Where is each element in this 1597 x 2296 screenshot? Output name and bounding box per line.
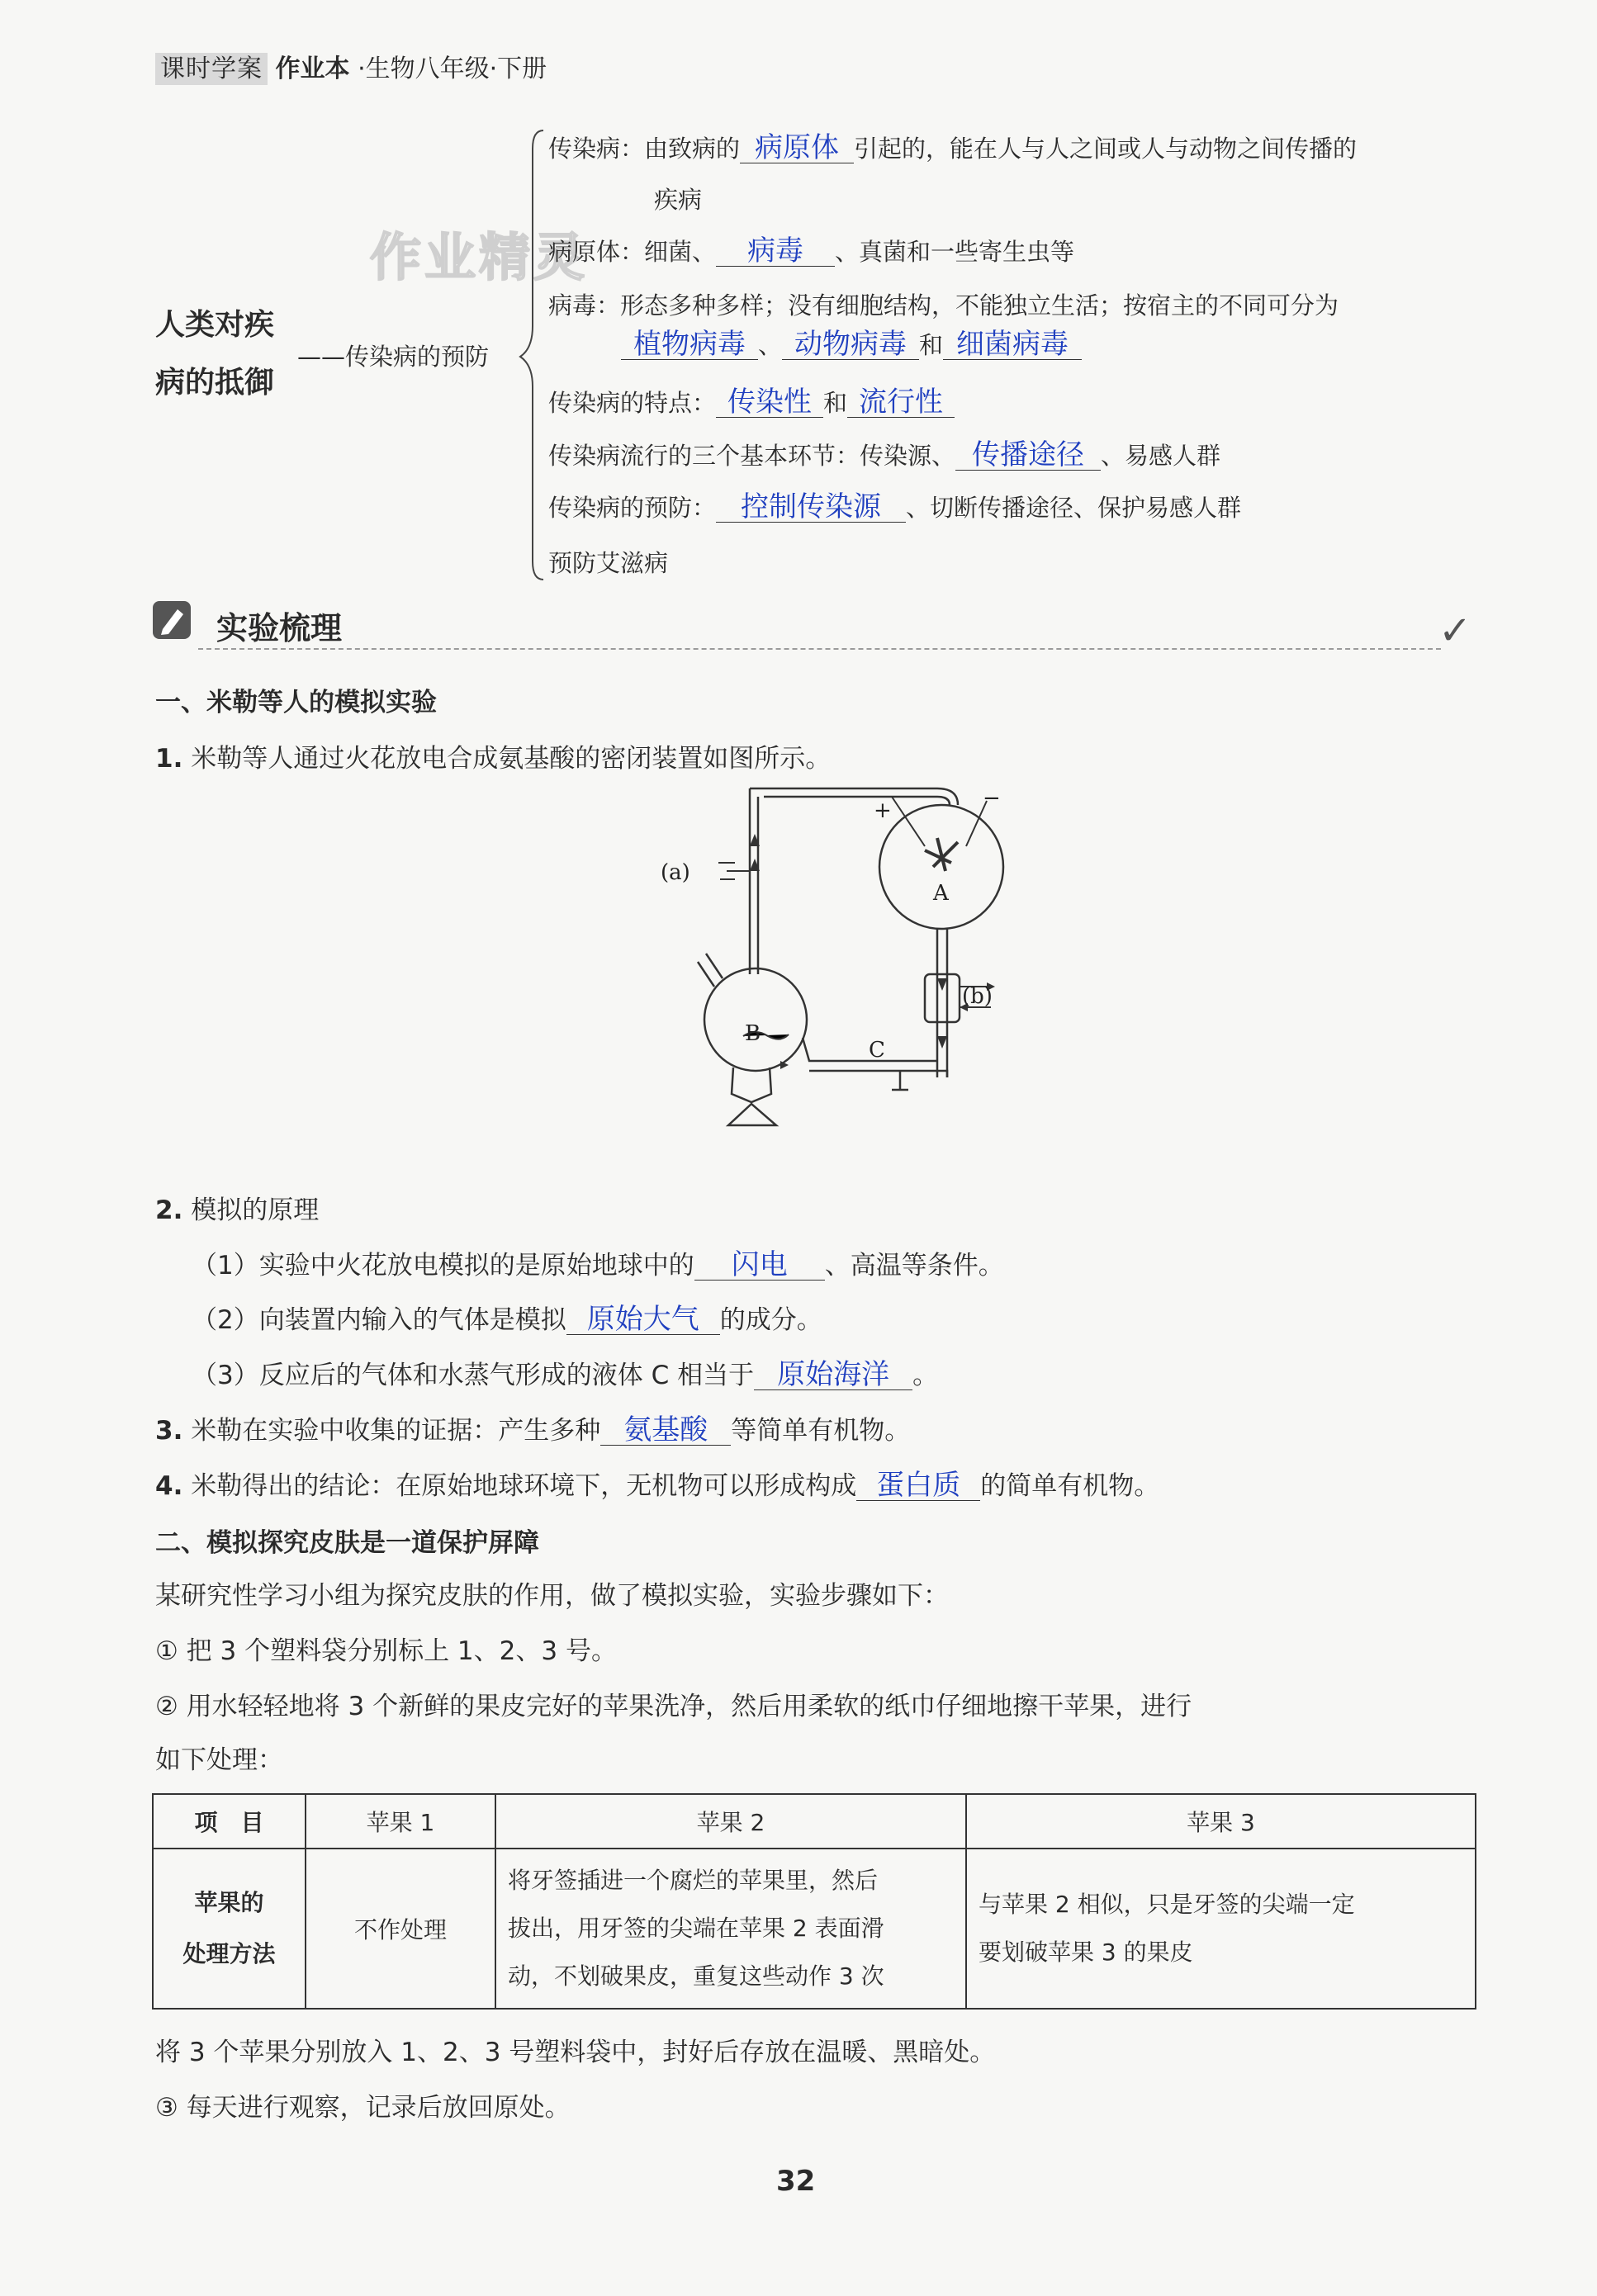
question-2-2: （2）向装置内输入的气体是模拟 原始大气 的成分。 bbox=[192, 1303, 822, 1336]
step-3: ③ 每天进行观察，记录后放回原处。 bbox=[155, 2093, 571, 2123]
mindmap-item-1: 传染病：由致病的 病原体 引起的，能在人与人之间或人与动物之间传播的 bbox=[548, 131, 1358, 164]
answer-primitive-atmosphere: 原始大气 bbox=[566, 1304, 720, 1335]
question-4: 4. 米勒得出的结论：在原始地球环境下，无机物可以形成构成 蛋白质 的简单有机物。 bbox=[155, 1469, 1160, 1502]
brand-box: 课时学案 bbox=[155, 53, 268, 85]
table-header-item: 项 目 bbox=[153, 1794, 306, 1849]
mindmap-item-3: 病毒：形态多种多样；没有细胞结构，不能独立生活；按宿主的不同可分为 bbox=[548, 291, 1339, 320]
step-2-storage: 将 3 个苹果分别放入 1、2、3 号塑料袋中，封好后存放在温暖、黑暗处。 bbox=[155, 2038, 996, 2067]
cell-apple-1: 不作处理 bbox=[306, 1849, 495, 2009]
part2-intro: 某研究性学习小组为探究皮肤的作用，做了模拟实验，实验步骤如下： bbox=[155, 1581, 949, 1611]
mindmap-item-4: 传染病的特点： 传染性 和 流行性 bbox=[548, 385, 955, 419]
answer-protein: 蛋白质 bbox=[856, 1470, 980, 1501]
mindmap-item-2: 病原体：细菌、 病毒 、真菌和一些寄生虫等 bbox=[548, 234, 1075, 267]
mindmap-brackets bbox=[495, 124, 553, 586]
answer-lightning: 闪电 bbox=[694, 1250, 825, 1281]
answer-animal-virus: 动物病毒 bbox=[782, 329, 919, 360]
answer-amino-acid: 氨基酸 bbox=[600, 1415, 731, 1446]
mindmap-item-1-cont: 疾病 bbox=[654, 186, 703, 214]
page-number: 32 bbox=[776, 2165, 816, 2198]
section-title: 实验梳理 bbox=[216, 610, 343, 646]
mindmap-branch: ——传染病的预防 bbox=[297, 343, 490, 371]
answer-control-source: 控制传染源 bbox=[716, 492, 906, 523]
table-row-label: 苹果的 处理方法 bbox=[153, 1849, 306, 2009]
answer-transmission-route: 传播途径 bbox=[955, 440, 1101, 471]
step-2: ② 用水轻轻地将 3 个新鲜的果皮完好的苹果洗净，然后用柔软的纸巾仔细地擦干苹果，进行 bbox=[155, 1692, 1192, 1721]
answer-primitive-ocean: 原始海洋 bbox=[754, 1360, 912, 1390]
question-1: 1. 米勒等人通过火花放电合成氨基酸的密闭装置如图所示。 bbox=[155, 744, 832, 774]
table-row bbox=[153, 1849, 1476, 2009]
diagram-label-b-upper: B bbox=[745, 1021, 761, 1046]
subject: ·生物八年级·下册 bbox=[358, 54, 547, 83]
table-header-apple-3: 苹果 3 bbox=[966, 1794, 1476, 1849]
miller-apparatus-diagram bbox=[652, 780, 1049, 1172]
pencil-icon bbox=[153, 601, 191, 639]
mindmap-root-line1: 人类对疾 bbox=[155, 307, 275, 342]
answer-epidemicity: 流行性 bbox=[847, 387, 955, 418]
page-header bbox=[155, 48, 547, 84]
part2-title: 二、模拟探究皮肤是一道保护屏障 bbox=[155, 1528, 539, 1558]
question-2-3: （3）反应后的气体和水蒸气形成的液体 C 相当于 原始海洋 。 bbox=[192, 1358, 939, 1391]
diagram-label-b: (b) bbox=[962, 984, 993, 1009]
answer-infectivity: 传染性 bbox=[716, 387, 823, 418]
diagram-minus: − bbox=[983, 786, 1001, 811]
mindmap-item-3-answers: 植物病毒 、 动物病毒 和 细菌病毒 bbox=[621, 327, 1082, 361]
check-icon: ✓ bbox=[1438, 608, 1472, 654]
section-divider bbox=[198, 648, 1441, 650]
step-1: ① 把 3 个塑料袋分别标上 1、2、3 号。 bbox=[155, 1636, 617, 1666]
part1-title: 一、米勒等人的模拟实验 bbox=[155, 688, 437, 717]
mindmap-item-6: 传染病的预防： 控制传染源 、切断传播途径、保护易感人群 bbox=[548, 490, 1242, 523]
diagram-label-a-upper: A bbox=[933, 881, 949, 906]
diagram-label-a: (a) bbox=[661, 860, 690, 885]
diagram-label-c: C bbox=[869, 1038, 885, 1063]
watermark: 作业精灵 bbox=[370, 227, 589, 287]
question-2-1: （1）实验中火花放电模拟的是原始地球中的 闪电 、高温等条件。 bbox=[192, 1248, 1004, 1281]
brand-bold: 作业本 bbox=[275, 54, 350, 83]
mindmap-item-7: 预防艾滋病 bbox=[548, 549, 669, 577]
table-header-row bbox=[153, 1794, 1476, 1849]
step-2-cont: 如下处理： bbox=[155, 1745, 283, 1775]
flask-a bbox=[879, 805, 1003, 929]
cell-apple-2: 将牙签插进一个腐烂的苹果里，然后 拔出，用牙签的尖端在苹果 2 表面滑 动，不划破果皮，重复这些动作 3 次 bbox=[495, 1849, 966, 2009]
answer-pathogen: 病原体 bbox=[740, 133, 854, 163]
mindmap-root-line2: 病的抵御 bbox=[155, 365, 275, 400]
answer-bacterial-virus: 细菌病毒 bbox=[943, 329, 1082, 360]
mindmap-item-5: 传染病流行的三个基本环节：传染源、 传播途径 、易感人群 bbox=[548, 438, 1221, 471]
table-header-apple-1: 苹果 1 bbox=[306, 1794, 495, 1849]
flask-b bbox=[704, 968, 807, 1071]
answer-virus: 病毒 bbox=[716, 236, 835, 267]
answer-plant-virus: 植物病毒 bbox=[621, 329, 758, 360]
table-header-apple-2: 苹果 2 bbox=[495, 1794, 966, 1849]
diagram-plus: + bbox=[874, 798, 892, 823]
cell-apple-3: 与苹果 2 相似，只是牙签的尖端一定 要划破苹果 3 的果皮 bbox=[966, 1849, 1476, 2009]
treatment-table bbox=[152, 1793, 1476, 2010]
question-3: 3. 米勒在实验中收集的证据：产生多种 氨基酸 等简单有机物。 bbox=[155, 1413, 911, 1446]
question-2: 2. 模拟的原理 bbox=[155, 1195, 320, 1225]
